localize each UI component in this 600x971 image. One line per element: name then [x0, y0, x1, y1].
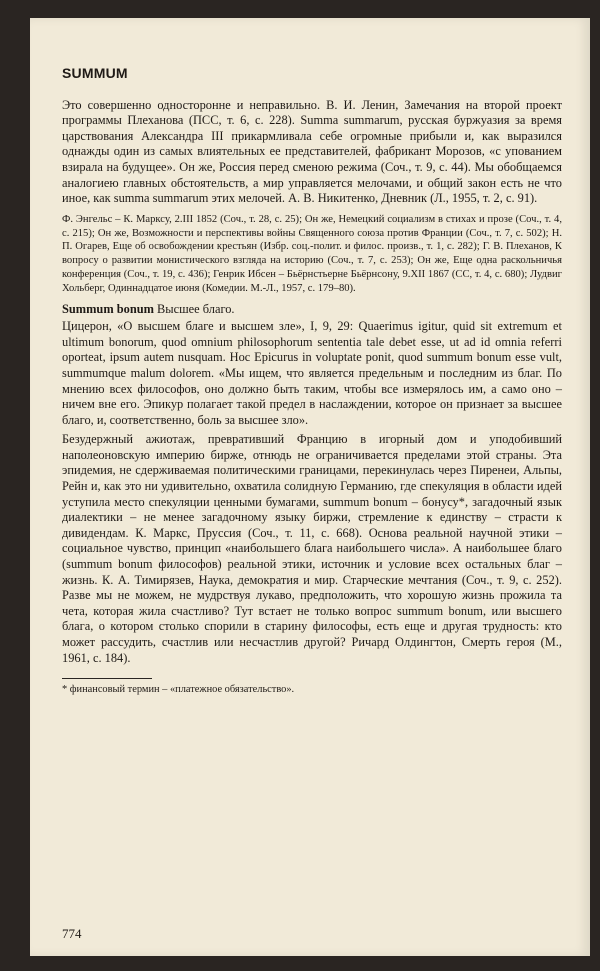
footnote: * финансовый термин – «платежное обязательство». [62, 684, 295, 696]
subentry-translation: Высшее благо. [157, 301, 235, 316]
subentry-term: Summum bonum [62, 301, 154, 316]
page-content [62, 66, 562, 696]
paragraph-citations: Безудержный ажиотаж, превративший Францию в игорный дом и уподобивший наполеоновскую империю бирже, отнюдь не ограничивается пределами этой страны. Эта эпидемия, не сдерживаемая политическими границами, перекинулась через Пиренеи, Альпы, Рейн и, как это ни удивительно, охватила солидную Германию, где спекуляция в области идей уступила место спекуляции ценными бумагами, summum bonum – бонусу*, загадочный язык диалектики – не менее загадочному языку биржи, стремление к единству – страсти к дивидендам. К. Маркс, Пруссия (Соч., т. 11, с. 668). Основа реальной научной этики – социальное чувство, принцип «наибольшего блага наибольшего числа». А наибольшее благо (summum bonum философов) реальной этики, источник и условие всех остальных благ – жизнь. К. А. Тимирязев, Наука, демократия и мир. Старческие мечтания (Соч., т. 9, с. 252). Разве мы не можем, не мудрствуя лукаво, предположить, что хорошую жизнь прожила та чета, которая жила счастливо? Тут встает не только вопрос summum bonum, или высшего блага, о котором столько спорили в старину философы, есть еще и другая трудность: кто может рассудить, счастлив или несчастлив другой? Ричард Олдингтон, Смерть героя (М., 1961, с. 184). [62, 432, 562, 665]
paragraph-cicero: Цицерон, «О высшем благе и высшем зле», I, 9, 29: Quaerimus igitur, quid sit extremum et ultimum bonorum, quod omnium philosophorum sententia tale debet esse, ut ad id omnia referri oporteat, ipsum autem nusquam. Hoc Epicurus in voluptate ponit, quod summum bonum esse vult, summumque malum dolorem. «Мы ищем, что является предельным и последним из благ. По мнению всех философов, оно должно быть таким, чтобы все измерялось им, а само оно – ничем вне его. Эпикур полагает такой предел в наслаждении, которое он признает за высшее благо, и, соответственно, боль за высшее зло». [62, 319, 562, 427]
entry-heading: SUMMUM [62, 65, 128, 81]
page-number: 774 [62, 926, 82, 941]
footnote-divider [62, 678, 152, 679]
paragraph-1: Это совершенно одностороннe и неправильно. В. И. Ленин, Замечания на второй проект программы Плеханова (ПСС, т. 6, с. 228). Summa summarum, русская буржуазия за время царствования Александра III прикармливала себе огромные прибыли и, как выразился однажды один из самых влиятельных ее представителей, фабрикант Морозов, «с упованием взирала на будущее». Он же, Россия перед сменою режима (Соч., т. 9, с. 44). Мы обобщаемся аналогиею главных обстоятельств, а мир управляется мелочами, и общий закон есть не что иное, как summa summarum этих мелочей. А. В. Никитенко, Дневник (Л., 1955, т. 2, с. 91). [62, 97, 562, 206]
sources-paragraph: Ф. Энгельс – К. Марксу, 2.III 1852 (Соч., т. 28, с. 25); Он же, Немецкий социализм в стихах и прозе (Соч., т. 4, с. 215); Он же, Возможности и перспективы войны Священного союза против Франции (Соч., т. 7, с. 502); Н. П. Огарев, Еще об освобождении крестьян (Избр. соц.-полит. и филос. произв., т. 1, с. 282); Г. В. Плеханов, К вопросу о развитии монистического взгляда на историю (Соч., т. 7, с. 253); Он же, Еще одна раскольничья конференция (Соч., т. 19, с. 436); Генрик Ибсен – Бьёрнстьерне Бьёрнсону, 9.XII 1867 (СС, т. 4, с. 680); Лудвиг Хольберг, Одиннадцатое июня (Комедии. М.-Л., 1957, с. 179–80). [62, 213, 562, 294]
book-page [30, 18, 590, 956]
subentry-title [62, 302, 562, 318]
